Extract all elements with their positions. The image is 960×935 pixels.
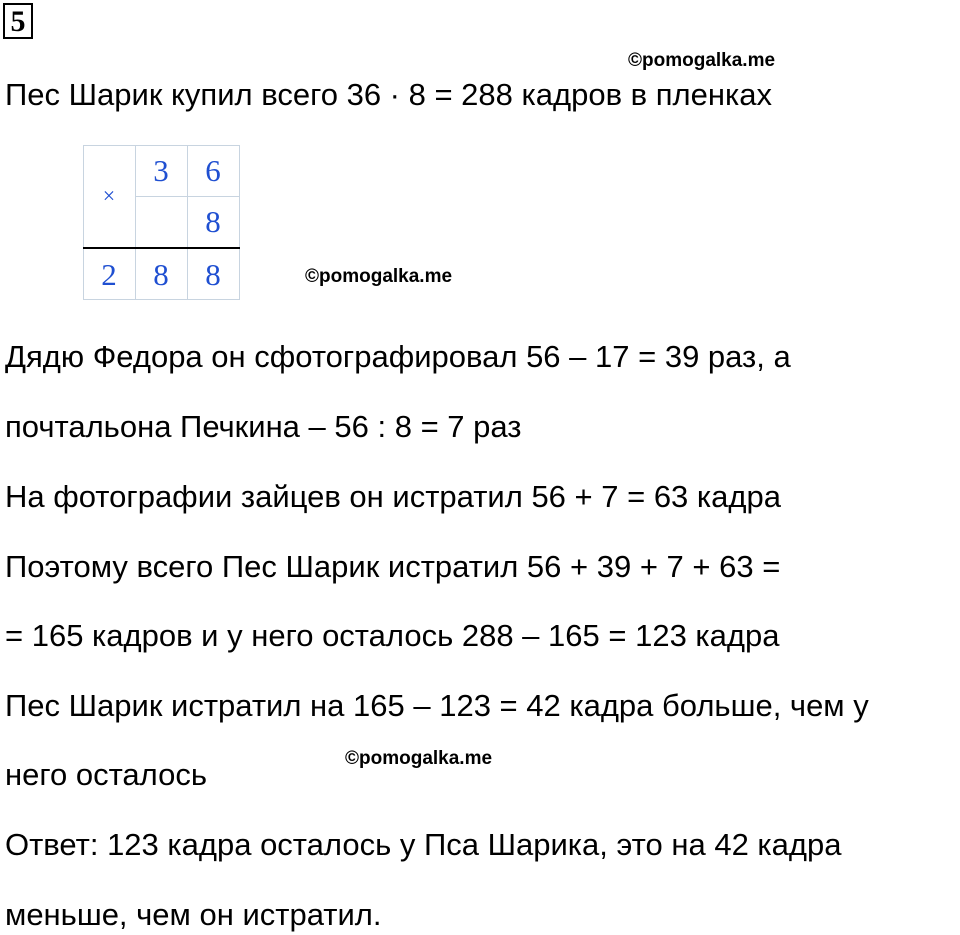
result-digit: 8: [153, 257, 169, 292]
multiplicand-digit: 6: [205, 153, 221, 188]
task-number: 5: [3, 3, 33, 39]
text-line-6: = 165 кадров и у него осталось 288 – 165 = 123 кадра: [5, 618, 780, 653]
text-line-7: Пес Шарик истратил на 165 – 123 = 42 кадра больше, чем у: [5, 688, 869, 723]
text-line-3: почтальона Печкина – 56 : 8 = 7 раз: [5, 409, 522, 444]
multiply-sign: ×: [102, 183, 116, 208]
watermark: ©pomogalka.me: [628, 50, 776, 71]
text-line-1: Пес Шарик купил всего 36 · 8 = 288 кадров в пленках: [5, 77, 772, 112]
watermark: ©pomogalka.me: [305, 266, 453, 287]
text-line-4: На фотографии зайцев он истратил 56 + 7 = 63 кадра: [5, 479, 781, 514]
result-digit: 8: [205, 257, 221, 292]
result-digit: 2: [101, 257, 117, 292]
multiplier-digit: 8: [205, 204, 221, 239]
text-line-8: него осталось: [5, 757, 207, 792]
answer-line-2: меньше, чем он истратил.: [5, 897, 382, 932]
column-multiplication: [83, 145, 240, 300]
text-line-2: Дядю Федора он сфотографировал 56 – 17 = 39 раз, а: [5, 339, 791, 374]
watermark: ©pomogalka.me: [345, 748, 493, 769]
multiplicand-digit: 3: [153, 153, 169, 188]
answer-line-1: Ответ: 123 кадра осталось у Пса Шарика, это на 42 кадра: [5, 827, 842, 862]
text-line-5: Поэтому всего Пес Шарик истратил 56 + 39 + 7 + 63 =: [5, 549, 781, 584]
